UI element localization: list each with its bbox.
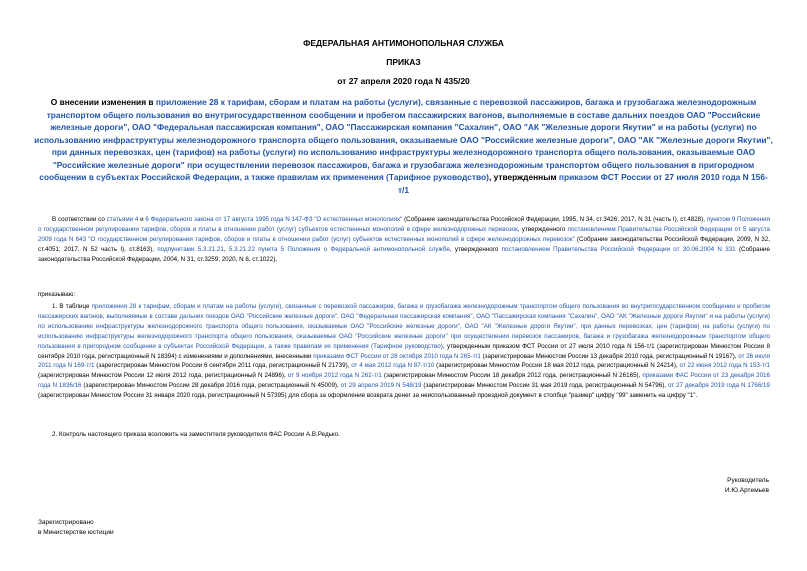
link-order-87[interactable]: от 4 мая 2012 года N 87-т/10 (351, 362, 435, 370)
registration-line-2: в Министерстве юстиции (38, 529, 114, 536)
text: (Собрание законодательства Российской Федерации, 1995, N 34, ст.3426; 2017, N 31 (часть I), ст.4828), (402, 216, 707, 223)
title-link-appendix[interactable]: приложение 28 к тарифам, сборам и платам на работы (услуги), связанные с перевозкой пассажиров, багажа и грузобагажа железнодорожным транспортом общего пользования во внутригосударственном сообщении и пробегом пассажирских вагонов, выполняемые в составе дальних поездов ОАО "Российские железные дороги", ОАО "Федеральная пассажирская компания", ОАО "Пассажирская компания "Сахалин", ОАО "АК "Железные дороги Якутии" и на работы (услуги) по использованию инфраструктуры железнодорожного транспорта общего пользования, оказываемые ОАО "Российские железные дороги", ОАО "АК "Железные дороги Якутии", при данных перевозках, цен (тарифов) на работы (услуги) по использованию инфраструктуры железнодорожного транспорта общего пользования, оказываемые ОАО "Российские железные дороги" при осуществлении перевозок пассажиров, багажа и грузобагажа железнодорожным транспортом общего пользования в пригородном сообщении в субъектах Российской Федерации, а также правилам их применения (Тарифное руководство) (34, 97, 773, 182)
link-government-decree-331[interactable]: постановлением Правительства Российской Федерации от 30.06.2004 N 331 (501, 245, 736, 253)
text: , утвержденного (449, 245, 502, 253)
text: (Собрание законодательства Российской Федерации, 2009, N 32, ст.4051; 2017, N 52 часть I), ст.8163), (38, 235, 770, 253)
text: 1. В таблице (52, 303, 92, 310)
link-regulation-point-9[interactable]: пунктом 9 Положения о государственном регулировании тарифов, сборов и платы в отношении работ (услуг) субъектов естественных монополий в сфере железнодорожных перевозок (38, 216, 770, 233)
link-fas-order-1836[interactable]: приказами ФАС России от 23 декабря 2016 года N 1836/16 (38, 372, 770, 390)
text: (зарегистрирован Минюстом России 18 декабря 2012 года, регистрационный N 26165), (381, 372, 643, 380)
text: , утвержденного (517, 225, 568, 233)
link-government-decree-643[interactable]: постановлением Правительства Российской Федерации от 5 августа 2009 года N 643 "О государственном регулировании тарифов, сборов и платы в отношении работ (услуг) субъектов естественных монополий в сфере железнодорожных перевозок" (38, 225, 771, 243)
agency-heading: ФЕДЕРАЛЬНАЯ АНТИМОНОПОЛЬНАЯ СЛУЖБА (303, 38, 504, 48)
text: , утвержденным приказом ФСТ России от 27 июля 2010 года N 156-т/1 (зарегистрирован Минюстом России 8 сентября 2010 года, регистрационный N 18394) с изменениями и дополнениями, внесенными (38, 342, 770, 360)
text: (зарегистрирован Минюстом России 6 сентября 2011 года, регистрационный N 21739), (94, 362, 352, 370)
order-word: приказываю: (38, 291, 76, 298)
text: (зарегистрирован Минюстом России 13 декабря 2010 года, регистрационный N 19167), (480, 352, 739, 360)
text: (зарегистрирован Минюстом России 12 июля 2012 года, регистрационный N 24896), (38, 372, 288, 380)
link-order-153[interactable]: от 22 июня 2012 года N 153-т/1 (679, 362, 770, 370)
link-fst-order-265[interactable]: приказами ФСТ России от 28 октября 2010 года N 265-т/1 (313, 352, 481, 360)
link-order-169[interactable]: от 26 июля 2011 года N 169-т/1 (38, 352, 770, 370)
signature-block (725, 476, 769, 496)
link-subpoint-5-3-21-21[interactable]: подпунктами 5.3.21.21 (157, 245, 224, 253)
title-lead: О внесении изменения в (50, 97, 156, 107)
title-mid: , утвержденным (488, 172, 559, 182)
link-order-262[interactable]: от 9 ноября 2012 года N 262-т/1 (287, 372, 382, 380)
registration-block (38, 518, 114, 538)
text: , (223, 245, 229, 253)
item-1-paragraph (38, 302, 770, 401)
item-2-paragraph: 2. Контроль настоящего приказа возложить на заместителя руководителя ФАС России А.В.Редько. (52, 431, 340, 438)
text: (зарегистрирован Минюстом России 28 декабря 2016 года, регистрационный N 45009), (81, 382, 341, 390)
title-link-order[interactable]: приказом ФСТ России от 27 июля 2010 года N 156-т/1 (397, 172, 768, 195)
link-order-1766[interactable]: от 27 декабря 2019 года N 1766/19 (667, 382, 770, 390)
preamble-paragraph (38, 215, 770, 265)
text: (Собрание законодательства Российской Федерации, 2004, N 31, ст.3259; 2020, N 8, ст.1022), (38, 245, 770, 263)
link-appendix-28[interactable]: приложения 28 к тарифам, сборам и платам на работы (услуги), связанные с перевозкой пассажиров, багажа и грузобагажа железнодорожным транспортом общего пользования во внутригосударственном сообщении и пробегом пассажирских вагонов, выполняемые в составе дальних поездов ОАО "Российские железные дороги", ОАО "Федеральная пассажирская компания", ОАО "Пассажирская компания "Сахалин", ОАО "АК "Железные дороги Якутии" и на работы (услуги) по использованию инфраструктуры железнодорожного транспорта общего пользования, оказываемые ОАО "Российские железные дороги", ОАО "АК "Железные дороги Якутии", при данных перевозках, цен (тарифов) на работы (услуги) по использованию инфраструктуры железнодорожного транспорта общего пользования, оказываемые ОАО "Российские железные дороги" при осуществлении перевозок пассажиров, багажа и грузобагажа железнодорожным транспортом общего пользования в пригородном сообщении в субъектах Российской Федерации, а также правилам их применения (Тарифное руководство) (38, 303, 771, 350)
link-article-4[interactable]: статьями 4 (106, 216, 139, 223)
signer-role: Руководитель (727, 477, 769, 484)
document-title (34, 96, 773, 196)
text: В соответствии со (52, 216, 107, 223)
registration-line-1: Зарегистрировано (38, 519, 94, 526)
link-order-548[interactable]: от 29 апреля 2019 N 548/19 (340, 382, 422, 390)
signer-name: И.Ю.Артемьев (724, 487, 769, 494)
text: (зарегистрирован Минюстом России 31 января 2020 года, регистрационный N 57395) для сбора за оформление возврата денег за неиспользованный проездной документ в столбце "размер" цифру "99" заменить на цифру "1". (38, 392, 698, 400)
link-subpoint-5-3-21-22[interactable]: 5.3.21.22 пункта 5 Положения о Федеральной антимонопольной службе (228, 245, 450, 253)
text: и (138, 216, 146, 223)
doc-date-number: от 27 апреля 2020 года N 435/20 (337, 76, 470, 86)
text: (зарегистрирован Минюстом России 31 мая 2019 года, регистрационный N 54796), (421, 382, 668, 390)
text: (зарегистрирован Минюстом России 18 мая 2012 года, регистрационный N 24214), (434, 362, 680, 370)
doc-type-heading: ПРИКАЗ (386, 57, 421, 67)
link-federal-law[interactable]: 6 Федерального закона от 17 августа 1995 года N 147-ФЗ "О естественных монополиях" (145, 216, 403, 223)
